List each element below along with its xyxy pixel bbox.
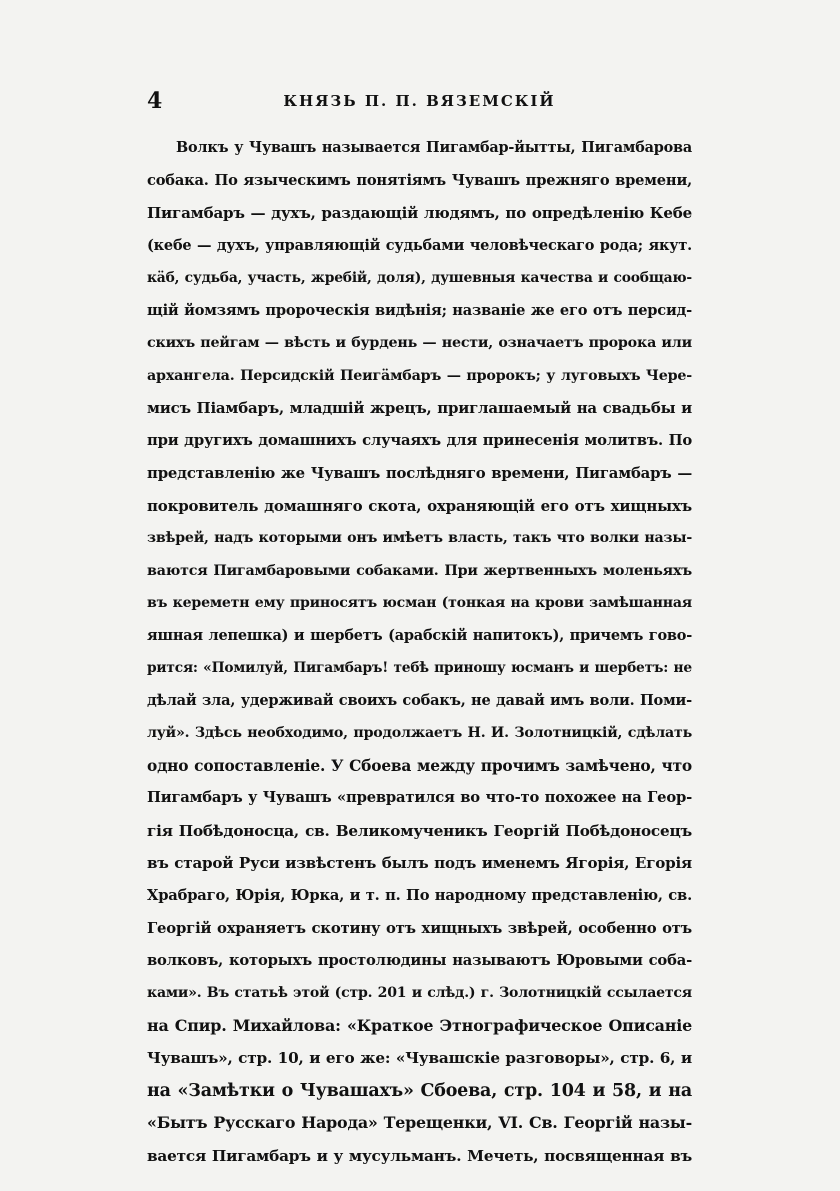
- text-line: собака. По языческимъ понятіямъ Чувашъ прежняго времени,: [147, 171, 692, 189]
- text-line: Чувашъ», стр. 10, и его же: «Чувашскіе разговоры», стр. 6, и: [147, 1049, 692, 1067]
- text-line: рится: «Помилуй, Пигамбаръ! тебѣ приношу юсманъ и шербетъ: не: [147, 660, 692, 676]
- text-line: яшная лепешка) и шербетъ (арабскій напитокъ), причемъ гово-: [147, 626, 692, 644]
- text-line: одно сопоставленіе. У Сбоева между прочимъ замѣчено, что: [147, 756, 692, 775]
- text-line: Храбраго, Юрія, Юрка, и т. п. По народному представленію, св.: [147, 886, 692, 904]
- text-line: представленію же Чувашъ послѣдняго времени, Пигамбаръ —: [147, 464, 692, 482]
- text-line: звѣрей, надъ которыми онъ имѣетъ власть, такъ что волки назы-: [147, 530, 692, 546]
- text-line: Георгій охраняетъ скотину отъ хищныхъ звѣрей, особенно отъ: [147, 919, 692, 937]
- text-line: въ старой Руси извѣстенъ былъ подъ именемъ Ягорія, Егорія: [147, 854, 692, 872]
- text-line: при другихъ домашнихъ случаяхъ для принесенія молитвъ. По: [147, 431, 692, 449]
- text-line: ваются Пигамбаровыми собаками. При жертвенныхъ моленьяхъ: [147, 562, 692, 579]
- page-header: [147, 88, 692, 118]
- text-line: щій йомзямъ пророческія видѣнія; названіе же его отъ персид-: [147, 301, 692, 319]
- text-line: волковъ, которыхъ простолюдины называютъ Юровыми соба-: [147, 951, 692, 969]
- text-line: Пигамбаръ у Чувашъ «превратился во что-то похожее на Геор-: [147, 789, 692, 806]
- text-line: вается Пигамбаръ и у мусульманъ. Мечеть, посвященная въ: [147, 1146, 692, 1165]
- text-line: на «Замѣтки о Чувашахъ» Сбоева, стр. 104 и 58, и на: [147, 1080, 692, 1101]
- text-line: на Спир. Михайлова: «Краткое Этнографическое Описаніе: [147, 1015, 692, 1035]
- text-line: Пигамбаръ — духъ, раздающій людямъ, по опредѣленію Кебе: [147, 204, 692, 222]
- text-line: луй». Здѣсь необходимо, продолжаетъ Н. И. Золотницкій, сдѣлать: [147, 725, 692, 741]
- text-line: кӓб, судьба, участь, жребій, доля), душевныя качества и сообщаю-: [147, 270, 692, 286]
- body-text: [147, 132, 692, 1172]
- text-line: скихъ пейгам — вѣсть и бурдень — нести, означаетъ пророка или: [147, 335, 692, 351]
- text-line: (кебе — духъ, управляющій судьбами человѣческаго рода; якут.: [147, 236, 692, 254]
- text-line: покровитель домашняго скота, охраняющій его отъ хищныхъ: [147, 496, 692, 515]
- text-line: въ кереметн ему приносятъ юсман (тонкая на крови замѣшанная: [147, 595, 692, 611]
- text-line: мисъ Піамбаръ, младшій жрецъ, приглашаемый на свадьбы и: [147, 399, 692, 417]
- text-line: дѣлай зла, удерживай своихъ собакъ, не давай имъ воли. Поми-: [147, 691, 692, 709]
- page-number: 4: [147, 88, 163, 114]
- text-line: архангела. Персидскій Пеигӓмбаръ — пророкъ; у луговыхъ Чере-: [147, 367, 692, 384]
- running-title: КНЯЗЬ П. П. ВЯЗЕМСКІЙ: [283, 92, 556, 110]
- text-line: Волкъ у Чувашъ называется Пигамбар-йытты, Пигамбарова: [176, 139, 692, 156]
- text-line: гія Побѣдоносца, св. Великомученикъ Георгій Побѣдоносецъ: [147, 821, 692, 840]
- text-line: ками». Въ статьѣ этой (стр. 201 и слѣд.) г. Золотницкій ссылается: [147, 985, 692, 1001]
- text-line: «Бытъ Русскаго Народа» Терещенки, VI. Св. Георгій назы-: [147, 1113, 692, 1132]
